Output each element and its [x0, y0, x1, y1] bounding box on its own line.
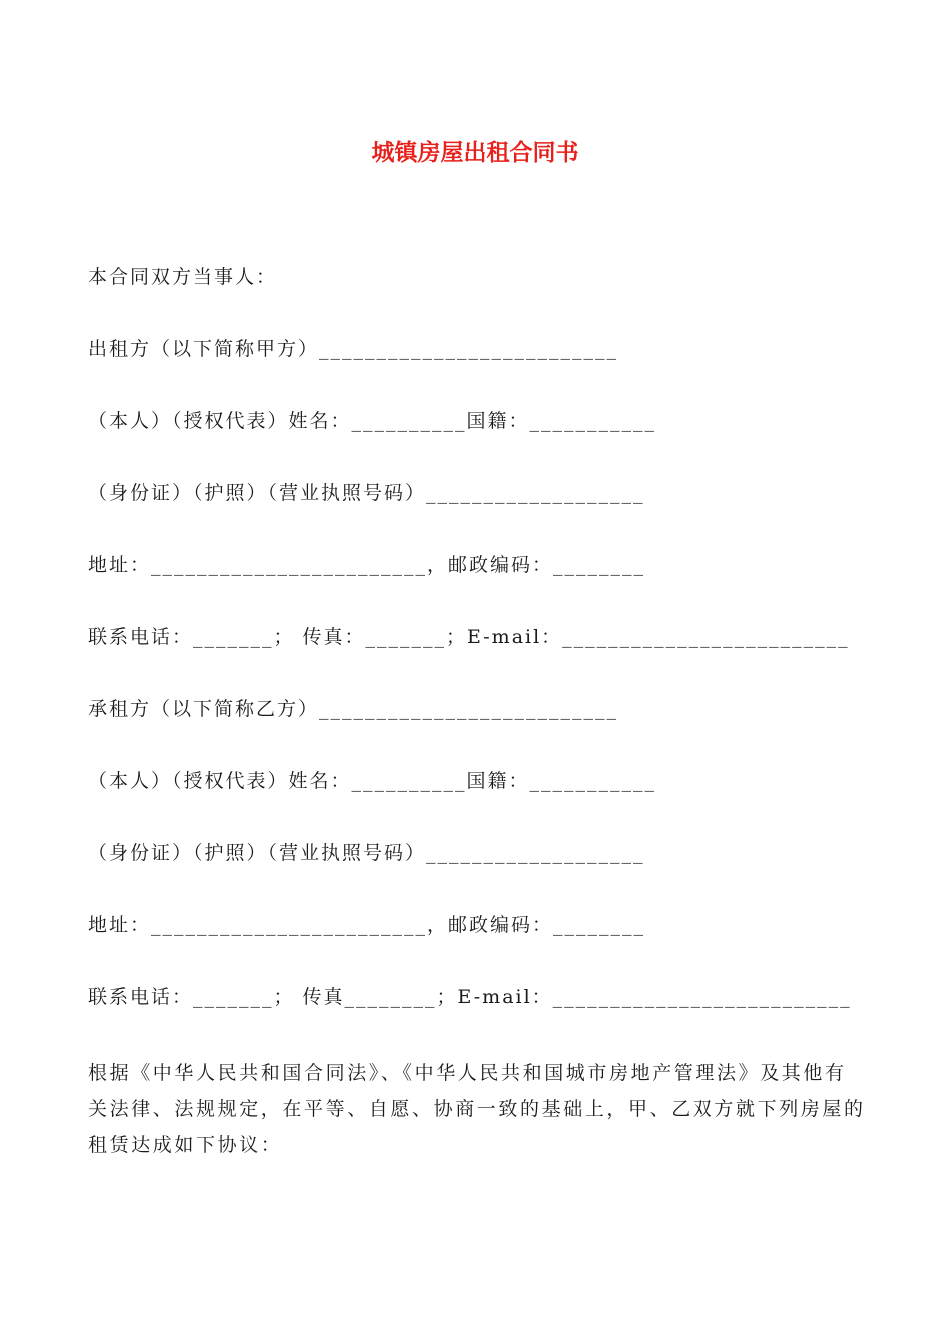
lessor-name-nationality: （本人）（授权代表）姓名：__________国籍：___________ — [88, 410, 657, 432]
lessee-name-nationality: （本人）（授权代表）姓名：__________国籍：___________ — [88, 770, 657, 792]
lessee-id-line: （身份证）（护照）（营业执照号码）___________________ — [88, 842, 645, 864]
lessor-contact-line: 联系电话：_______； 传真：_______；E-mail：_________________________ — [88, 626, 850, 648]
lessee-contact-line: 联系电话：_______； 传真________；E-mail：__________________________ — [88, 986, 852, 1008]
lessee-line: 承租方（以下简称乙方）__________________________ — [88, 698, 619, 720]
lessor-id-line: （身份证）（护照）（营业执照号码）___________________ — [88, 482, 645, 504]
parties-intro: 本合同双方当事人： — [88, 266, 278, 288]
lessor-line: 出租方（以下简称甲方）__________________________ — [88, 338, 619, 360]
document-title: 城镇房屋出租合同书 — [371, 140, 579, 166]
agreement-basis-paragraph: 根据《中华人民共和国合同法》、《中华人民共和国城市房地产管理法》及其他有关法律、法规规定，在平等、自愿、协商一致的基础上，甲、乙双方就下列房屋的租赁达成如下协议： — [88, 1062, 866, 1156]
lessor-address-line: 地址：________________________，邮政编码：________ — [88, 554, 646, 576]
lessee-address-line: 地址：________________________，邮政编码：________ — [88, 914, 646, 936]
